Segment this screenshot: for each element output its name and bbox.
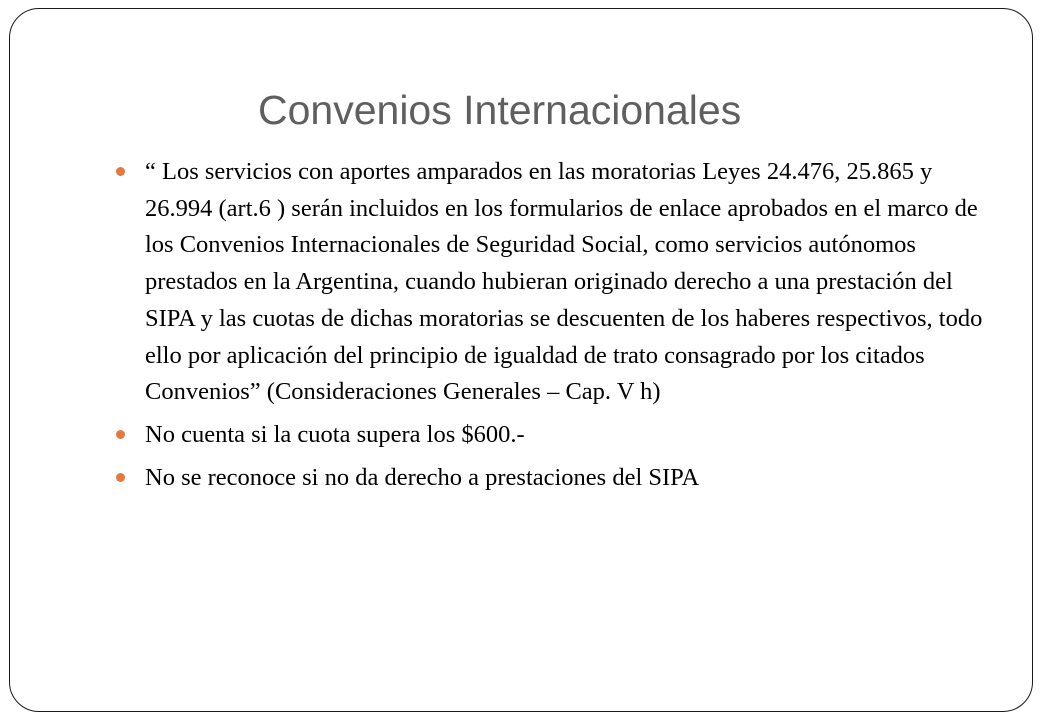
- bullet-dot-icon: [116, 430, 125, 439]
- bullet-item-sipa: [116, 460, 996, 497]
- slide-title: Convenios Internacionales: [258, 87, 742, 133]
- bullet-text: No cuenta si la cuota supera los $600.-: [145, 420, 525, 448]
- bullet-item-cuota: [116, 417, 996, 454]
- bullet-text: “ Los servicios con aportes amparados en las moratorias Leyes 24.476, 25.865 y 26.994 (art.6 ) serán incluidos en los formularios de enlace aprobados en el marco de los Convenios Internacionales de Seguridad Social, como servicios autónomos prestados en la Argentina, cuando hubieran originado derecho a una prestación del SIPA y las cuotas de dichas moratorias se descuenten de los haberes respectivos, todo ello por aplicación del principio de igualdad de trato consagrado por los citados Convenios” (Consideraciones Generales – Cap. V h): [145, 158, 983, 406]
- bullet-dot-icon: [116, 473, 125, 482]
- bullet-item-moratorias: [116, 154, 996, 411]
- bullet-list: [116, 154, 996, 502]
- bullet-dot-icon: [116, 167, 125, 176]
- bullet-text: No se reconoce si no da derecho a prestaciones del SIPA: [145, 463, 700, 491]
